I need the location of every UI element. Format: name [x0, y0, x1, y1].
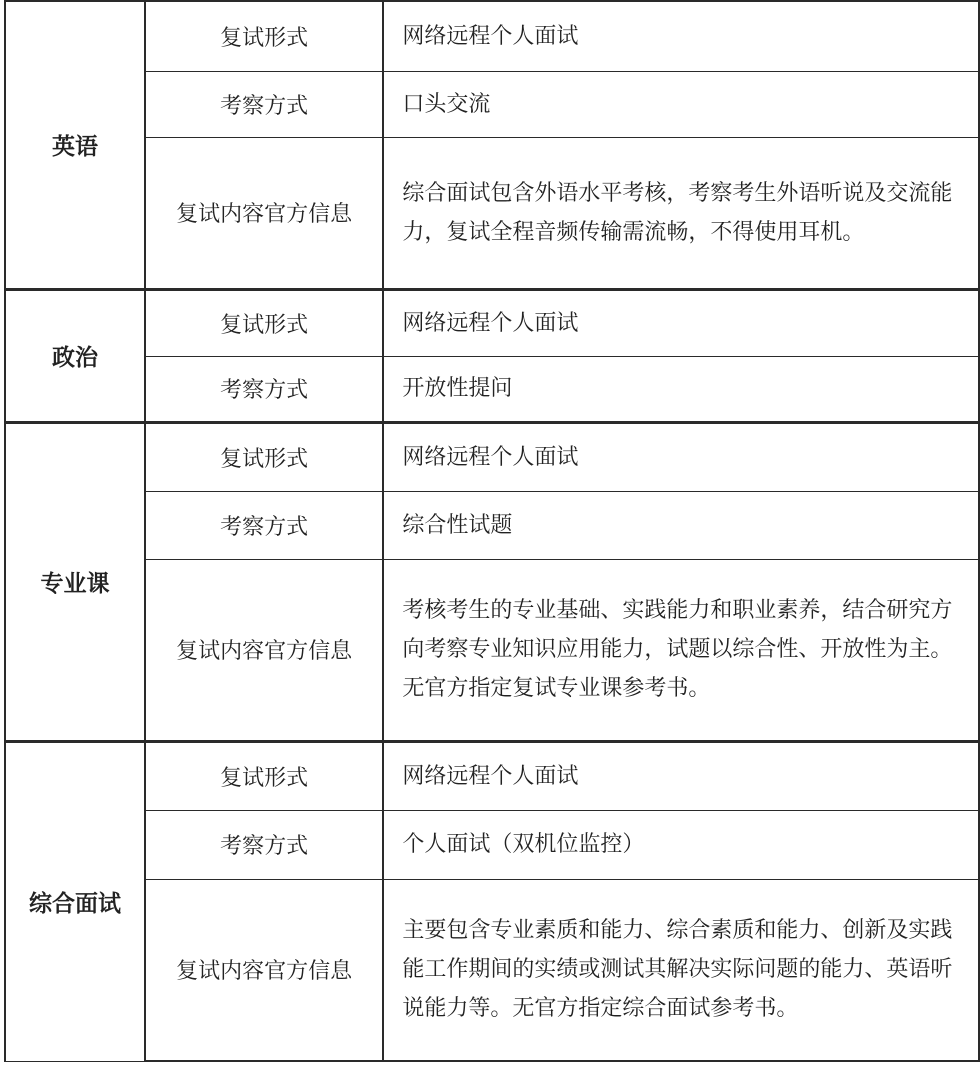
row-value: 考核考生的专业基础、实践能力和职业素养，结合研究方向考察专业知识应用能力，试题以综合性、开放性为主。无官方指定复试专业课参考书。	[383, 559, 979, 741]
row-value: 综合性试题	[383, 491, 979, 559]
row-label: 复试内容官方信息	[145, 879, 383, 1061]
table-row	[5, 356, 979, 422]
row-label: 考察方式	[145, 491, 383, 559]
row-value: 网络远程个人面试	[383, 1, 979, 71]
retest-info-table	[4, 0, 980, 1062]
row-value: 主要包含专业素质和能力、综合素质和能力、创新及实践能工作期间的实绩或测试其解决实际问题的能力、英语听说能力等。无官方指定综合面试参考书。	[383, 879, 979, 1061]
row-value: 网络远程个人面试	[383, 289, 979, 356]
group-name-interview: 综合面试	[5, 741, 145, 1061]
row-label: 复试形式	[145, 422, 383, 491]
row-value: 口头交流	[383, 71, 979, 137]
row-value: 个人面试（双机位监控）	[383, 810, 979, 879]
row-label: 复试形式	[145, 1, 383, 71]
row-value: 网络远程个人面试	[383, 741, 979, 810]
group-name-politics: 政治	[5, 289, 145, 422]
row-value: 网络远程个人面试	[383, 422, 979, 491]
table-row	[5, 289, 979, 356]
row-label: 考察方式	[145, 71, 383, 137]
row-label: 复试形式	[145, 289, 383, 356]
table-row	[5, 810, 979, 879]
row-label: 复试内容官方信息	[145, 137, 383, 289]
group-name-major-course: 专业课	[5, 422, 145, 741]
row-value: 开放性提问	[383, 356, 979, 422]
table-row	[5, 1, 979, 71]
row-label: 考察方式	[145, 810, 383, 879]
group-name-english: 英语	[5, 1, 145, 289]
table-row	[5, 137, 979, 289]
table-row	[5, 71, 979, 137]
table-row	[5, 491, 979, 559]
table-row	[5, 422, 979, 491]
row-value: 综合面试包含外语水平考核，考察考生外语听说及交流能力，复试全程音频传输需流畅，不得使用耳机。	[383, 137, 979, 289]
row-label: 考察方式	[145, 356, 383, 422]
row-label: 复试形式	[145, 741, 383, 810]
table-row	[5, 559, 979, 741]
table-row	[5, 879, 979, 1061]
row-label: 复试内容官方信息	[145, 559, 383, 741]
table-row	[5, 741, 979, 810]
